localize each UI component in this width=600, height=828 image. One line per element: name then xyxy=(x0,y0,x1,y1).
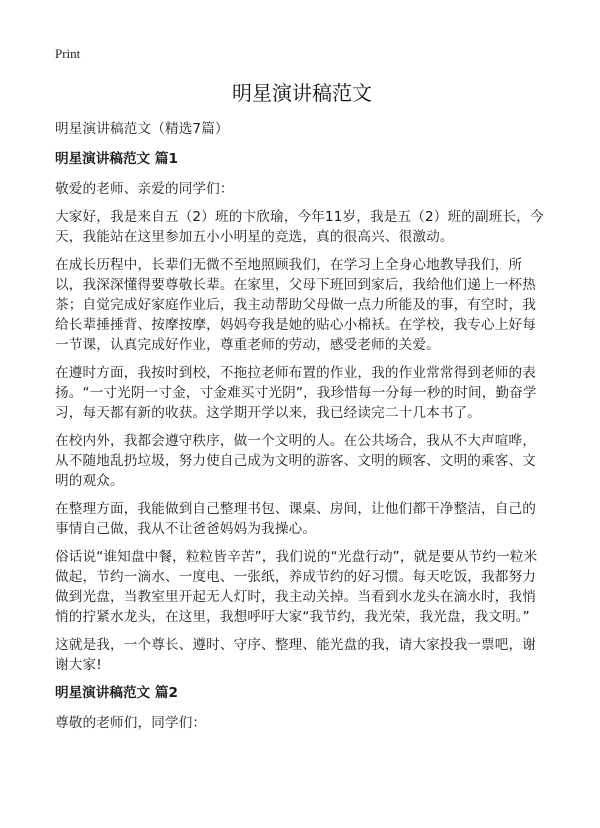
section-heading-1: 明星演讲稿范文 篇1 xyxy=(55,151,178,167)
document-body xyxy=(55,119,549,741)
paragraph: 在校内外，我都会遵守秩序，做一个文明的人。在公共场合，我从不大声喧哗，从不随地乱扔垃圾，努力使自己成为文明的游客、文明的顾客、文明的乘客、文明的观众。 xyxy=(55,433,537,489)
paragraph: 俗话说“谁知盘中餐，粒粒皆辛苦”，我们说的“光盘行动”，就是要从节约一粒米做起，节约一滴水、一度电、一张纸，养成节约的好习惯。每天吃饭，我都努力做到光盘，当教室里开起无人灯时，我主动关掉。当看到水龙头在滴水时，我悄悄的拧紧水龙头，在这里，我想呼吁大家“我节约，我光荣，我光盘，我文明。” xyxy=(55,549,538,625)
paragraph: 敬爱的老师、亲爱的同学们： xyxy=(55,181,234,197)
paragraph: 大家好，我是来自五（2）班的卞欣瑜，今年11岁，我是五（2）班的副班长，今天，我能站在这里参加五小小明星的竞选，真的很高兴、很激动。 xyxy=(55,209,544,245)
section-heading-2: 明星演讲稿范文 篇2 xyxy=(55,685,178,701)
paragraph: 在遵时方面，我按时到校，不拖拉老师布置的作业，我的作业常常得到老师的表扬。“一寸光阴一寸金，寸金难买寸光阴”，我珍惜每一分每一秒的时间，勤奋学习，每天都有新的收获。这学期开学以来，我已经读完二十几本书了。 xyxy=(55,365,537,421)
paragraph: 在成长历程中，长辈们无微不至地照顾我们，在学习上全身心地教导我们，所以，我深深懂得要尊敬长辈。在家里，父母下班回到家后，我给他们递上一杯热茶；自觉完成好家庭作业后，我主动帮助父母做一点力所能及的事，有空时，我给长辈捶捶背、按摩按摩，妈妈夸我是她的贴心小棉袄。在学校，我专心上好每一节课，认真完成好作业，尊重老师的劳动，感受老师的关爱。 xyxy=(55,257,537,353)
document-title: 明星演讲稿范文 xyxy=(232,81,372,105)
paragraph: 尊敬的老师们，同学们： xyxy=(55,715,207,731)
paragraph: 在整理方面，我能做到自己整理书包、课桌、房间，让他们都干净整洁，自己的事情自己做，我从不让爸爸妈妈为我操心。 xyxy=(55,501,537,537)
print-link[interactable]: Print xyxy=(55,46,81,61)
paragraph: 这就是我，一个尊长、遵时、守序、整理、能光盘的我，请大家投我一票吧，谢谢大家! xyxy=(55,637,537,673)
document-subtitle: 明星演讲稿范文（精选7篇） xyxy=(55,121,229,137)
